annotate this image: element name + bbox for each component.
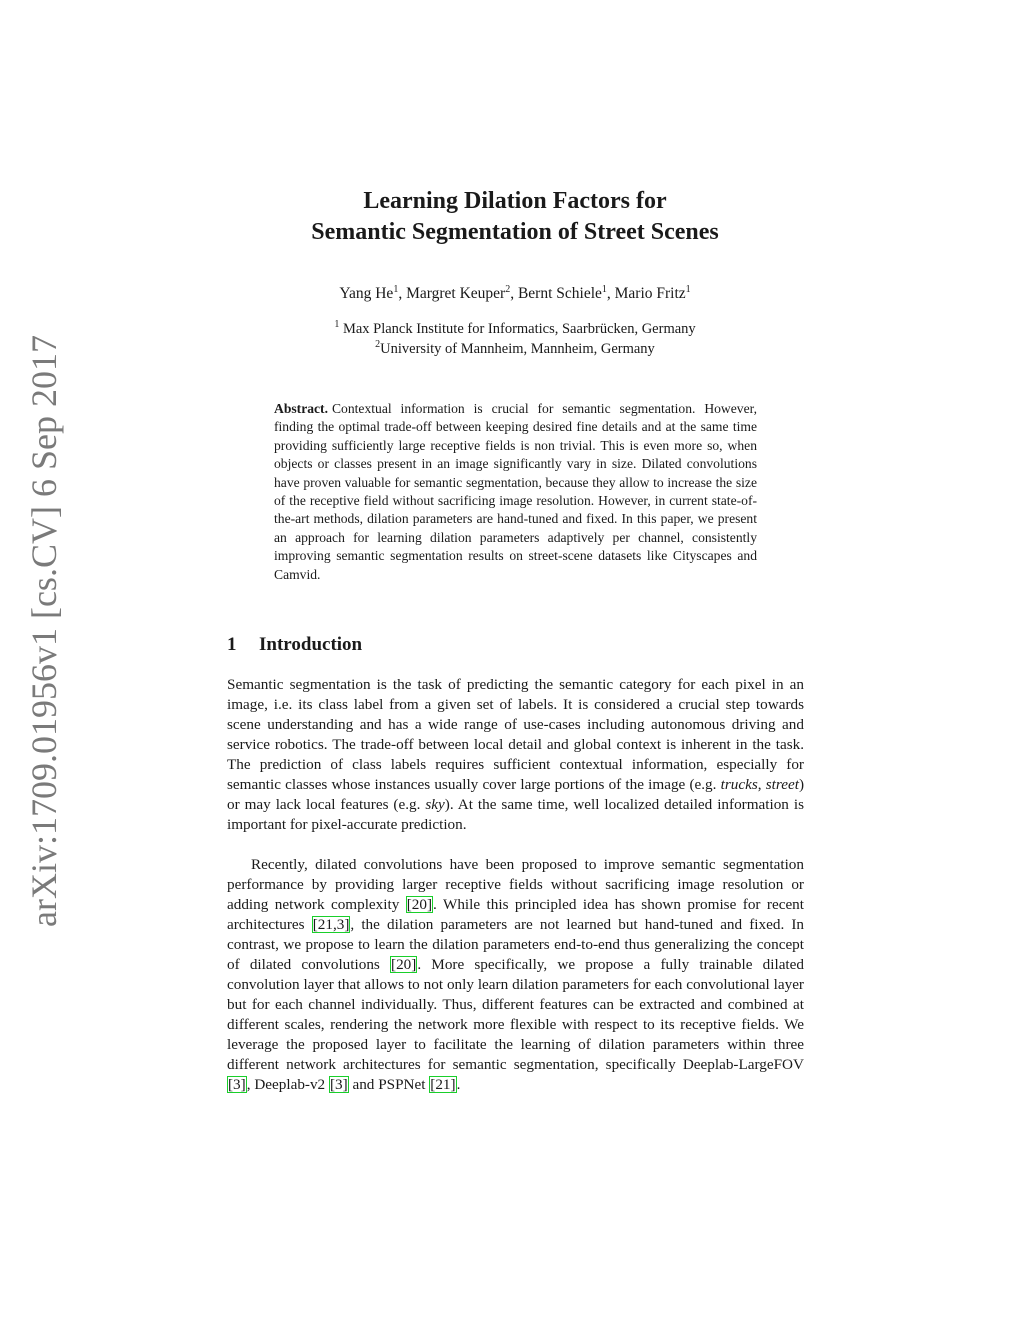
abstract-text: Contextual information is crucial for semantic segmentation. However, finding the optimal trade-off between keeping desired fine details and at the same time providing sufficiently large receptive fields is non trivial. This is even more so, when objects or classes present in an image significantly vary in size. Dilated convolutions have proven valuable for semantic segmentation, because they allow to increase the size of the receptive field without sacrificing image resolution. However, in current state-of-the-art methods, dilation parameters are hand-tuned and fixed. In this paper, we present an approach for learning dilation parameters adaptively per channel, consistently improving semantic segmentation results on street-scene datasets like Cityscapes and Camvid. (274, 401, 757, 582)
affil-text: University of Mannheim, Mannheim, Germany (380, 341, 655, 357)
emph-trucks: trucks (720, 776, 758, 793)
text-run: Semantic segmentation is the task of predicting the semantic category for each pixel in an image, i.e. its class label from a given set of labels. It is considered a crucial step towards scene understanding and has a wide range of use-cases including autonomous driving and service robotics. The trade-off between local detail and global context is inherent in the task. The prediction of class labels requires sufficient contextual information, especially for semantic classes whose instances usually cover large portions of the image (e.g. (227, 676, 804, 793)
author-affil-mark: 1 (601, 283, 607, 295)
text-run: and PSPNet (348, 1076, 430, 1093)
author-separator: , (398, 285, 407, 302)
abstract (274, 400, 757, 584)
emph-street: street (765, 776, 799, 793)
author-name: Mario Fritz (614, 285, 686, 302)
affil-mark: 2 (375, 339, 381, 351)
citation-link[interactable]: [20] (391, 956, 417, 973)
text-run: , (757, 776, 766, 793)
abstract-label: Abstract. (274, 401, 328, 416)
author-affil-mark: 1 (685, 283, 691, 295)
citation-link[interactable]: [20] (406, 896, 433, 913)
citation-link[interactable]: [3] (329, 1076, 348, 1093)
author-affil-mark: 1 (393, 283, 399, 295)
paragraph-1 (227, 675, 804, 835)
author-separator: , (510, 285, 518, 302)
citation-link[interactable]: [21] (430, 1076, 456, 1093)
author-list (227, 284, 803, 304)
author-name: Margret Keuper (406, 285, 506, 302)
text-run: , Deeplab-v2 (246, 1076, 329, 1093)
text-run: . (456, 1076, 461, 1093)
emph-sky: sky (425, 796, 445, 813)
text-run: ) or may lack local features (e.g. (227, 776, 804, 813)
text-run: . While this principled idea has shown promise for recent architectures (227, 896, 804, 933)
section-number: 1 (227, 634, 237, 655)
text-run: ). At the same time, well localized detailed information is important for pixel-accurate prediction. (227, 796, 804, 833)
author-separator: , (606, 285, 615, 302)
affiliation-2 (227, 339, 803, 359)
author-name: Bernt Schiele (517, 285, 602, 302)
text-run: , the dilation parameters are not learned but hand-tuned and fixed. In contrast, we propose to learn the dilation parameters end-to-end thus generalizing the concept of dilated convolutions (227, 916, 805, 973)
affil-mark: 1 (334, 319, 340, 331)
title-line-1: Learning Dilation Factors for (363, 188, 667, 214)
paper-title (227, 186, 803, 248)
affiliations (227, 319, 803, 359)
paragraph-2 (227, 855, 804, 1095)
citation-link[interactable]: [21,3] (312, 916, 350, 933)
affil-text: Max Planck Institute for Informatics, Saarbrücken, Germany (339, 321, 696, 337)
arxiv-identifier: arXiv:1709.01956v1 [cs.CV] 6 Sep 2017 (24, 335, 64, 927)
text-run: . More specifically, we propose a fully trainable dilated convolution layer that allows to not only learn dilation parameters for each convolutional layer but for each channel individually. Thus, different features can be extracted and combined at different scales, rendering the network more flexible with respect to its receptive fields. We leverage the proposed layer to facilitate the learning of dilation parameters within three different network architectures for semantic segmentation, specifically Deeplab-LargeFOV (227, 956, 804, 1073)
citation-link[interactable]: [3] (228, 1076, 246, 1093)
section-heading (227, 633, 362, 657)
author-name: Yang He (339, 285, 394, 302)
section-title: Introduction (259, 634, 363, 655)
title-line-2: Semantic Segmentation of Street Scenes (311, 219, 719, 245)
affiliation-1 (227, 319, 803, 339)
author-affil-mark: 2 (505, 283, 511, 295)
text-run: Recently, dilated convolutions have been proposed to improve semantic segmentation performance by providing larger receptive fields without sacrificing image resolution or adding network complexity (227, 856, 804, 913)
